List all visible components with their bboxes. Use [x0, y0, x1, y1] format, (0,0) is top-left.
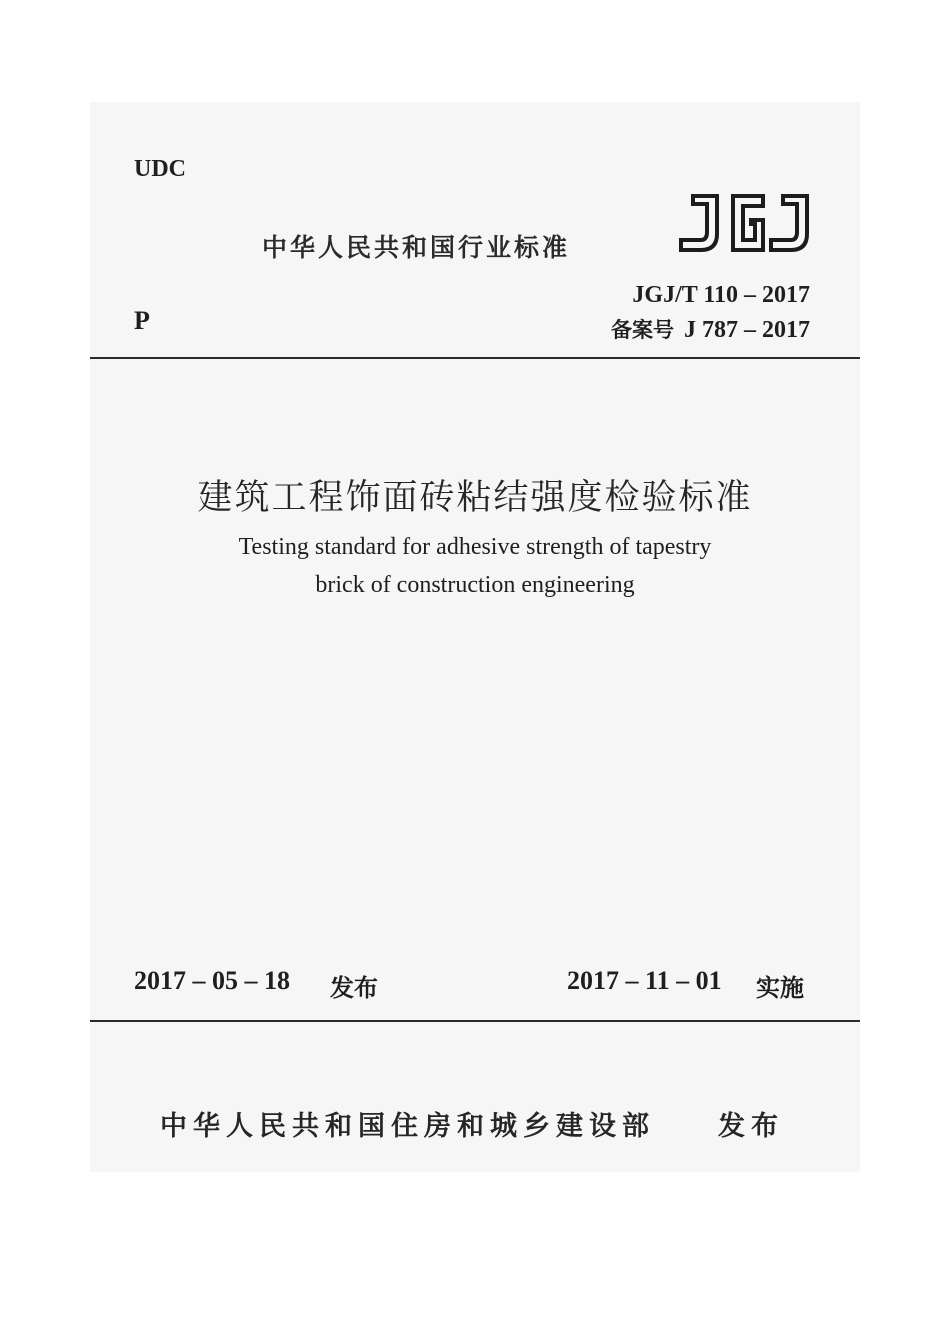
implementation-label: 实施 [756, 974, 804, 1002]
category-code: P [134, 306, 150, 335]
filing-number-line [611, 314, 810, 344]
footer-divider [90, 1020, 860, 1022]
filing-label: 备案号 [611, 318, 674, 342]
title-english-line-2: brick of construction engineering [315, 572, 635, 598]
issue-date: 2017 – 05 – 18 [134, 966, 290, 995]
publisher-name: 中华人民共和国住房和城乡建设部 [160, 1111, 655, 1142]
publish-label: 发布 [718, 1111, 784, 1142]
title-chinese: 建筑工程饰面砖粘结强度检验标准 [197, 478, 753, 517]
title-english-line-1: Testing standard for adhesive strength of tapestry [238, 534, 712, 560]
industry-standard-heading: 中华人民共和国行业标准 [262, 233, 571, 262]
jgj-logo [673, 188, 813, 260]
implementation-date: 2017 – 11 – 01 [567, 966, 722, 995]
header-divider [90, 357, 860, 359]
issue-label: 发布 [330, 974, 378, 1002]
udc-label: UDC [134, 156, 186, 182]
standard-code: JGJ/T 110 – 2017 [632, 282, 810, 308]
filing-number: J 787 – 2017 [684, 317, 810, 343]
jgj-logo-graphic [673, 188, 813, 260]
